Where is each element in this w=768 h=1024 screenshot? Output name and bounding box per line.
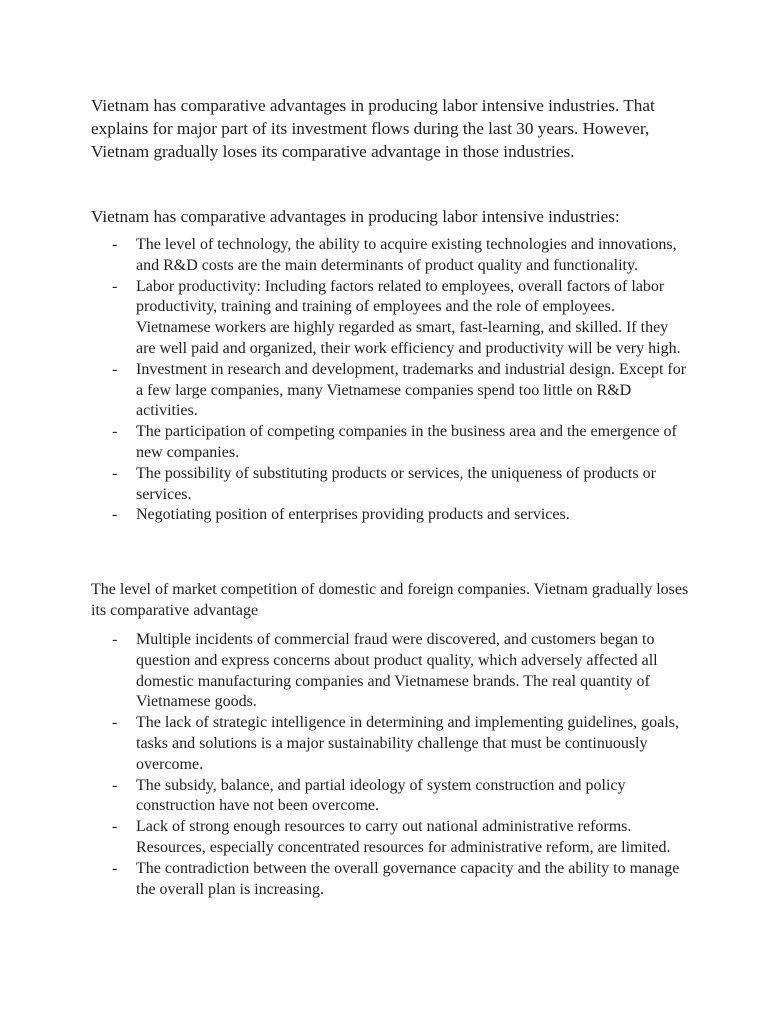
bullet-dash: - bbox=[112, 506, 118, 524]
list-item bbox=[91, 422, 691, 464]
list-item bbox=[91, 776, 691, 818]
list-item bbox=[91, 630, 691, 713]
list-item-text: Investment in research and development, trademarks and industrial design. Except for a few large companies, many Vietnamese companies spend too little on R&D activities. bbox=[136, 360, 687, 420]
bullet-dash: - bbox=[112, 776, 118, 794]
list-item-text: The lack of strategic intelligence in determining and implementing guidelines, goals, tasks and solutions is a major sustainability challenge that must be continuously overcome. bbox=[136, 714, 679, 773]
list-item-text: The possibility of substituting products or services, the uniqueness of products or services. bbox=[136, 464, 656, 503]
list-item-text: Lack of strong enough resources to carry out national administrative reforms. Resources, especially concentrated resources for administrative reform, are limited. bbox=[136, 818, 671, 856]
bullet-dash: - bbox=[112, 818, 118, 836]
list-item-text: Negotiating position of enterprises providing products and services. bbox=[136, 506, 570, 524]
section1-list bbox=[91, 235, 691, 526]
list-item bbox=[91, 360, 691, 422]
list-item bbox=[91, 505, 691, 526]
bullet-dash: - bbox=[112, 464, 118, 482]
list-item-text: The subsidy, balance, and partial ideology of system construction and policy construction have not been overcome. bbox=[136, 776, 626, 815]
list-item-text: Labor productivity: Including factors related to employees, overall factors of labor productivity, training and training of employees and the role of employees. Vietnamese workers are highly regarded as smart, fast-learning, and skilled. If they are well paid and organized, their work efficiency and productivity will be very high. bbox=[136, 277, 681, 357]
list-item-text: The participation of competing companies in the business area and the emergence of new companies. bbox=[136, 423, 677, 461]
bullet-dash: - bbox=[112, 714, 118, 732]
bullet-dash: - bbox=[112, 236, 118, 253]
bullet-dash: - bbox=[112, 277, 118, 295]
list-item bbox=[91, 859, 691, 901]
bullet-dash: - bbox=[112, 423, 118, 441]
intro-paragraph: Vietnam has comparative advantages in producing labor intensive industries. That explains for major part of its investment flows during the last 30 years. However, Vietnam gradually loses its comparative advantage in those industries. bbox=[91, 96, 655, 161]
bullet-dash: - bbox=[112, 631, 118, 648]
bullet-dash: - bbox=[112, 859, 118, 877]
list-item-text: Multiple incidents of commercial fraud were discovered, and customers began to question and express concerns about product quality, which adversely affected all domestic manufacturing companies and Vietnamese brands. The real quantity of Vietnamese goods. bbox=[136, 631, 658, 711]
section2-list bbox=[91, 630, 691, 900]
list-item bbox=[91, 277, 691, 360]
section1-heading: Vietnam has comparative advantages in producing labor intensive industries: bbox=[91, 207, 620, 226]
section2-heading: The level of market competition of domestic and foreign companies. Vietnam gradually loses its comparative advantage bbox=[91, 581, 689, 619]
list-item bbox=[91, 713, 691, 775]
list-item-text: The contradiction between the overall governance capacity and the ability to manage the overall plan is increasing. bbox=[136, 859, 680, 898]
list-item bbox=[91, 464, 691, 506]
list-item-text: The level of technology, the ability to acquire existing technologies and innovations, and R&D costs are the main determinants of product quality and functionality. bbox=[136, 236, 677, 274]
list-item bbox=[91, 817, 691, 859]
list-item bbox=[91, 235, 691, 277]
bullet-dash: - bbox=[112, 360, 118, 378]
